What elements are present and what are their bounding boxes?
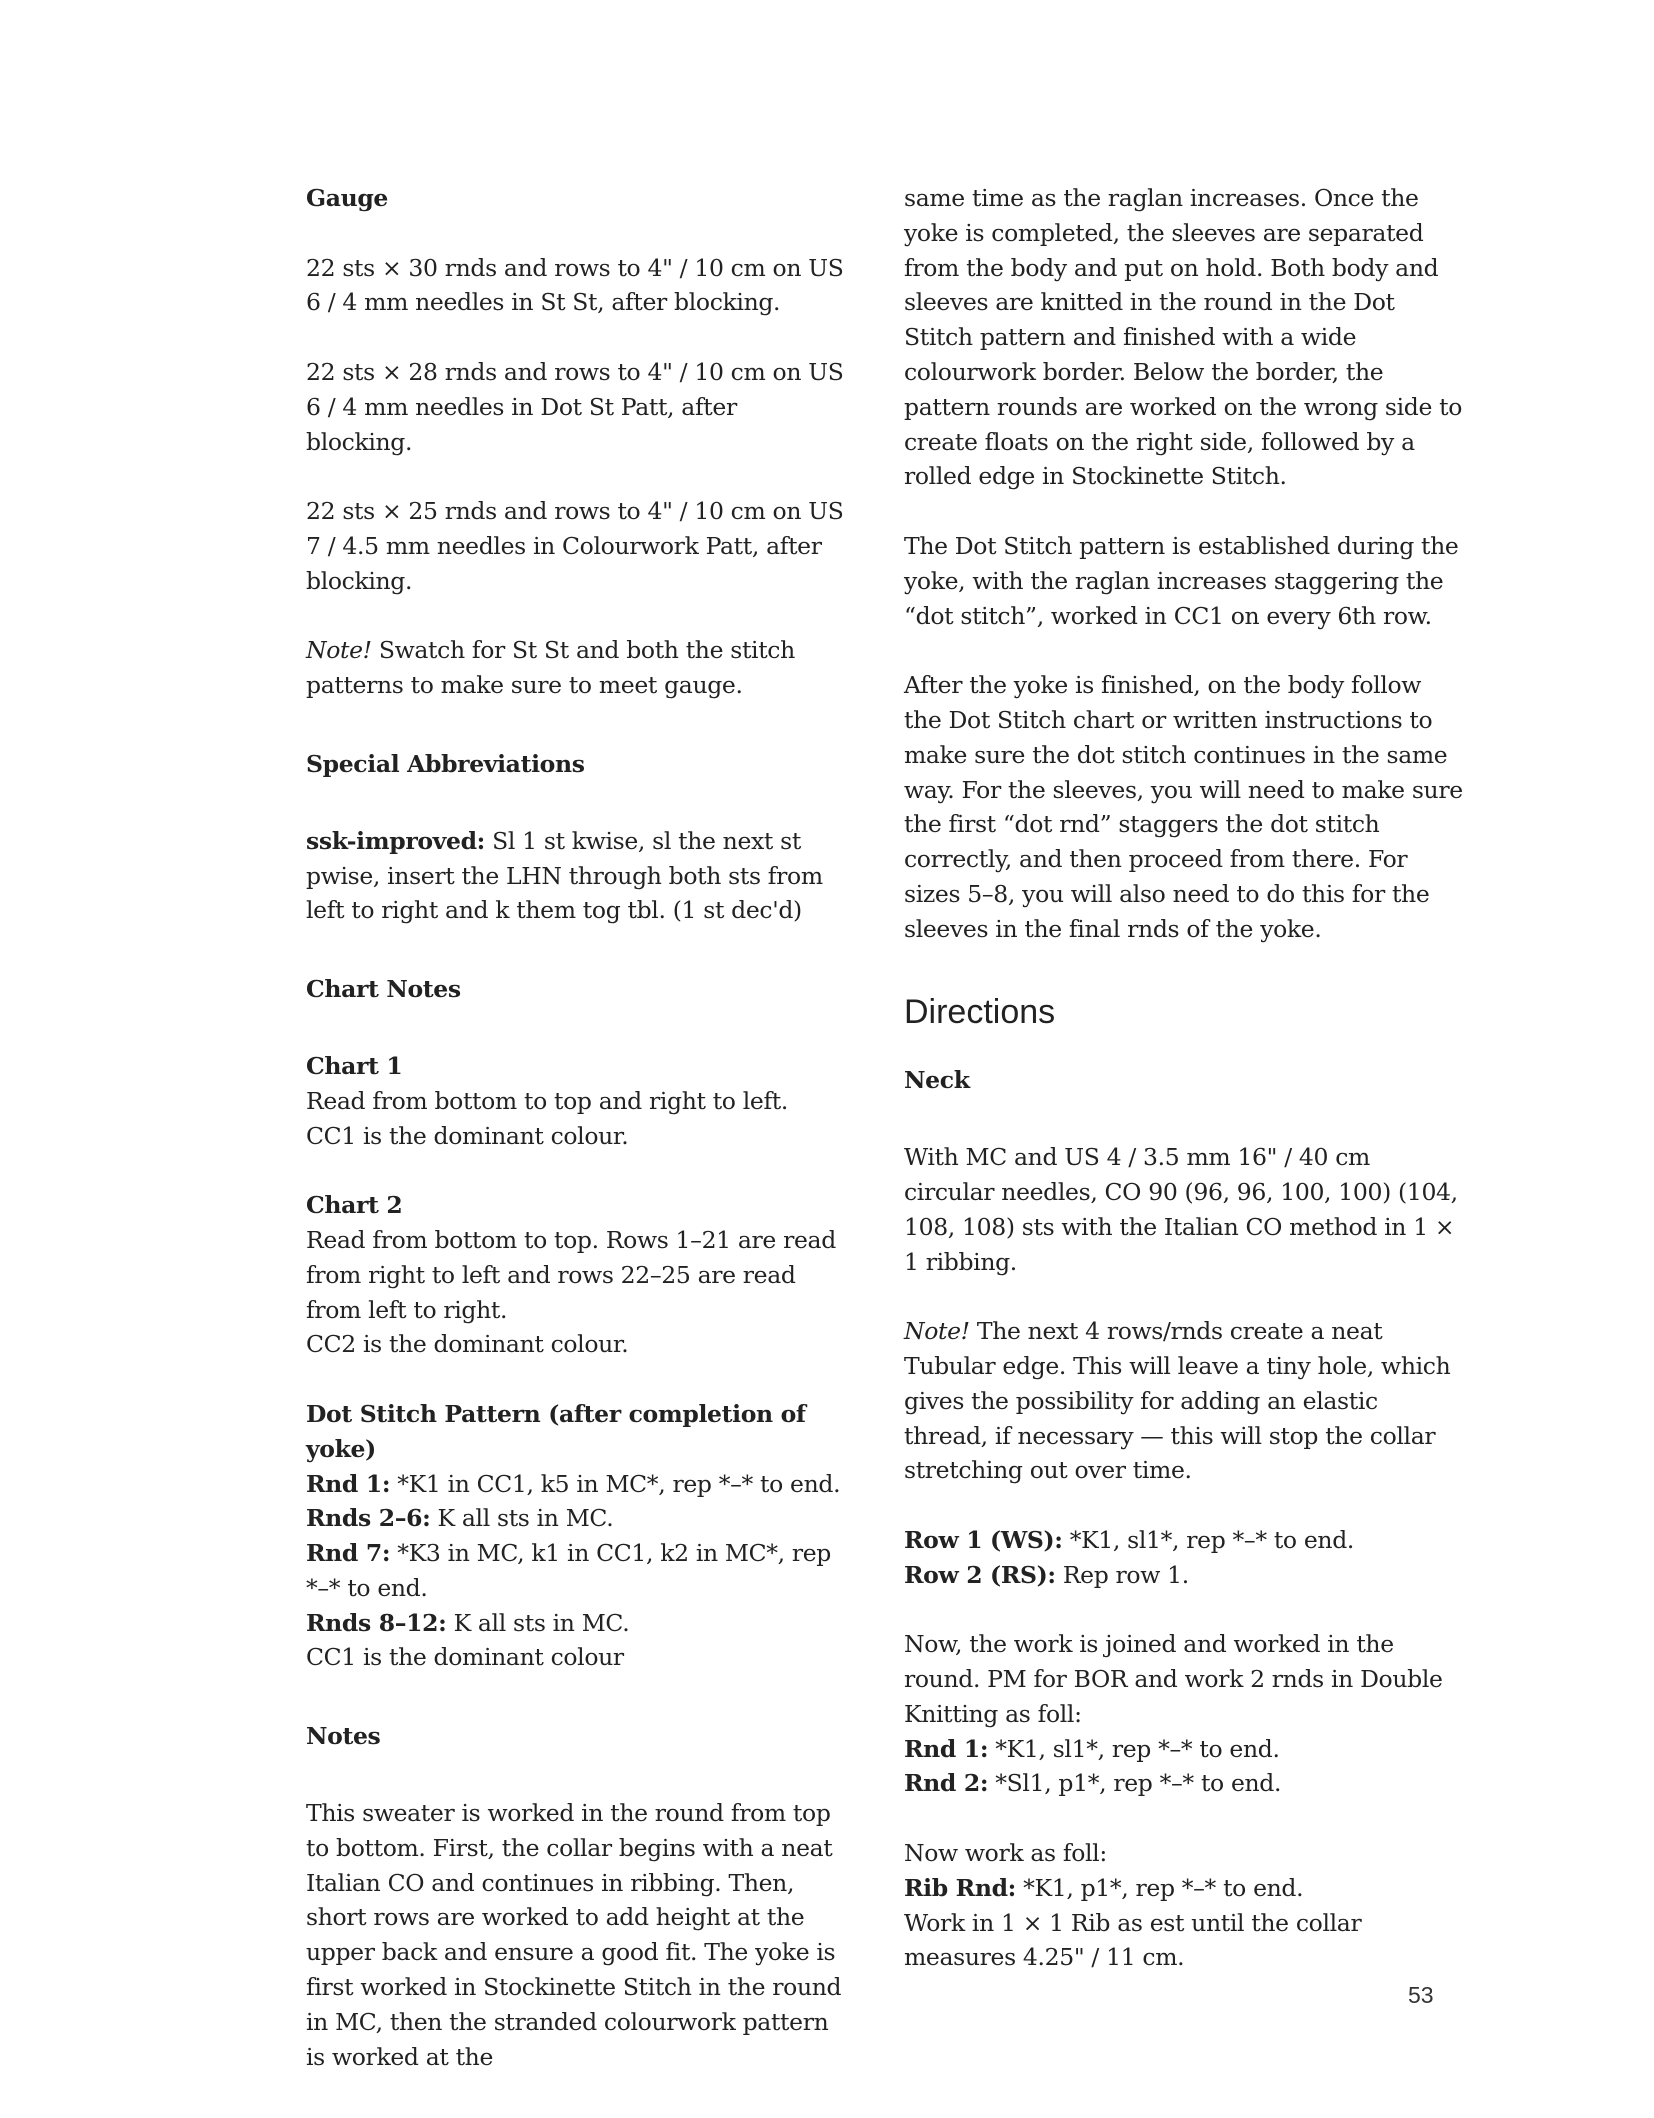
ssk-label: ssk-improved:	[306, 826, 485, 855]
dot-row-label: Rnds 8–12:	[306, 1608, 447, 1637]
notes-paragraph-3: After the yoke is finished, on the body follow the Dot Stitch chart or written instructions to make sure the dot stitch continues in the same way. For the sleeves, you will need to make sure the first “dot rnd” staggers the dot stitch correctly, and then proceed from there. For sizes 5–8, you will also need to do this for the sleeves in the final rnds of the yoke.	[904, 671, 1463, 943]
chart-1-line-2: CC1 is the dominant colour.	[306, 1121, 629, 1150]
dot-row-label: Rnd 7:	[306, 1539, 391, 1568]
rnd-2-text: *Sl1, p1*, rep *–* to end.	[988, 1769, 1282, 1798]
chart-2-heading: Chart 2	[306, 1191, 403, 1220]
right-column	[904, 181, 1464, 2010]
row-2-text: Rep row 1.	[1055, 1560, 1189, 1589]
dot-row-text: K all sts in MC.	[430, 1504, 614, 1533]
now-work-text: Now work as foll:	[904, 1839, 1107, 1868]
neck-note-label: Note!	[904, 1317, 970, 1346]
dot-dominant-colour: CC1 is the dominant colour	[306, 1643, 624, 1672]
gauge-line-2: 22 sts × 28 rnds and rows to 4" / 10 cm on US 6 / 4 mm needles in Dot St Patt, after blocking.	[306, 357, 844, 456]
chart-1-notes	[306, 1049, 846, 1153]
neck-note-text: The next 4 rows/rnds create a neat Tubular edge. This will leave a tiny hole, which gives the possibility for adding an elastic thread, if necessary — this will stop the collar stretching out over time.	[904, 1317, 1451, 1485]
chart-2-line-2: CC2 is the dominant colour.	[306, 1330, 629, 1359]
row-2-label: Row 2 (RS):	[904, 1560, 1056, 1589]
notes-paragraph-2: The Dot Stitch pattern is established during the yoke, with the raglan increases staggering the “dot stitch”, worked in CC1 on every 6th row.	[904, 531, 1459, 630]
notes-heading: Notes	[306, 1722, 381, 1751]
dot-row-label: Rnds 2–6:	[306, 1504, 431, 1533]
dot-row-text: *K3 in MC, k1 in CC1, k2 in MC*, rep *–* to end.	[306, 1539, 832, 1602]
gauge-line-3: 22 sts × 25 rnds and rows to 4" / 10 cm on US 7 / 4.5 mm needles in Colourwork Patt, after blocking.	[306, 497, 844, 595]
notes-paragraph-1: This sweater is worked in the round from top to bottom. First, the collar begins with a neat Italian CO and continues in ribbing. Then, short rows are worked to add height at the upper back and ensure a good fit. The yoke is first worked in Stockinette Stitch in the round in MC, then the stranded colourwork pattern is worked at the	[306, 1799, 842, 2071]
rib-rnd	[904, 1871, 1464, 1906]
join-text: Now, the work is joined and worked in the round. PM for BOR and work 2 rnds in Double Knitting as foll:	[904, 1630, 1443, 1728]
gauge-line-1: 22 sts × 30 rnds and rows to 4" / 10 cm on US 6 / 4 mm needles in St St, after blocking.	[306, 253, 844, 317]
rnd-2	[904, 1766, 1464, 1801]
row-1-label: Row 1 (WS):	[904, 1525, 1063, 1554]
row-1	[904, 1523, 1464, 1558]
rnd-1-text: *K1, sl1*, rep *–* to end.	[988, 1734, 1280, 1763]
dot-stitch-pattern	[306, 1397, 846, 1675]
gauge-note	[306, 633, 846, 703]
dot-row-text: K all sts in MC.	[446, 1608, 630, 1637]
rib-rnd-text: *K1, p1*, rep *–* to end.	[1016, 1873, 1304, 1902]
dot-row	[306, 1501, 846, 1536]
rnd-1	[904, 1732, 1464, 1767]
gauge-note-text: Swatch for St St and both the stitch patterns to make sure to meet gauge.	[306, 636, 795, 700]
notes-paragraph-1-continued: same time as the raglan increases. Once the yoke is completed, the sleeves are separated from the body and put on hold. Both body and sleeves are knitted in the round in the Dot Stitch pattern and finished with a wide colourwork border. Below the border, the pattern rounds are worked on the wrong side to create floats on the right side, followed by a rolled edge in Stockinette Stitch.	[904, 184, 1463, 491]
ssk-text: Sl 1 st kwise, sl the next st pwise, insert the LHN through both sts from left to right and k them tog tbl. (1 st dec'd)	[306, 826, 823, 925]
tubular-rows	[904, 1523, 1464, 1593]
ssk-improved-definition	[306, 824, 846, 928]
double-knitting-section	[904, 1627, 1464, 1801]
chart-2-notes	[306, 1188, 846, 1362]
row-2	[904, 1558, 1464, 1593]
rnd-2-label: Rnd 2:	[904, 1769, 989, 1798]
row-1-text: *K1, sl1*, rep *–* to end.	[1062, 1525, 1355, 1554]
special-abbreviations-heading: Special Abbreviations	[306, 749, 585, 778]
dot-row	[306, 1467, 846, 1502]
dot-stitch-heading: Dot Stitch Pattern (after completion of yoke)	[306, 1399, 806, 1463]
dot-row	[306, 1606, 846, 1641]
rib-final-text: Work in 1 × 1 Rib as est until the collar measures 4.25" / 11 cm.	[904, 1908, 1362, 1972]
directions-heading: Directions	[904, 992, 1056, 1031]
gauge-note-label: Note!	[306, 636, 372, 665]
chart-1-line-1: Read from bottom to top and right to left.	[306, 1086, 789, 1115]
neck-heading: Neck	[904, 1066, 970, 1095]
chart-notes-heading: Chart Notes	[306, 975, 461, 1004]
rnd-1-label: Rnd 1:	[904, 1734, 989, 1763]
gauge-heading: Gauge	[306, 184, 389, 212]
dot-row-label: Rnd 1:	[306, 1469, 391, 1498]
dot-row	[306, 1536, 846, 1606]
chart-1-heading: Chart 1	[306, 1051, 403, 1080]
page-number: 53	[1408, 1982, 1434, 2008]
neck-cast-on: With MC and US 4 / 3.5 mm 16" / 40 cm circular needles, CO 90 (96, 96, 100, 100) (104, 108, 108) sts with the Italian CO method in 1 × 1 ribbing.	[904, 1143, 1458, 1276]
rib-rnd-label: Rib Rnd:	[904, 1873, 1016, 1902]
dot-row-text: *K1 in CC1, k5 in MC*, rep *–* to end.	[390, 1469, 841, 1498]
rib-section	[904, 1836, 1464, 1975]
neck-note	[904, 1314, 1464, 1488]
left-column	[306, 181, 846, 2109]
chart-2-line-1: Read from bottom to top. Rows 1–21 are read from right to left and rows 22–25 are read from left to right.	[306, 1225, 836, 1324]
